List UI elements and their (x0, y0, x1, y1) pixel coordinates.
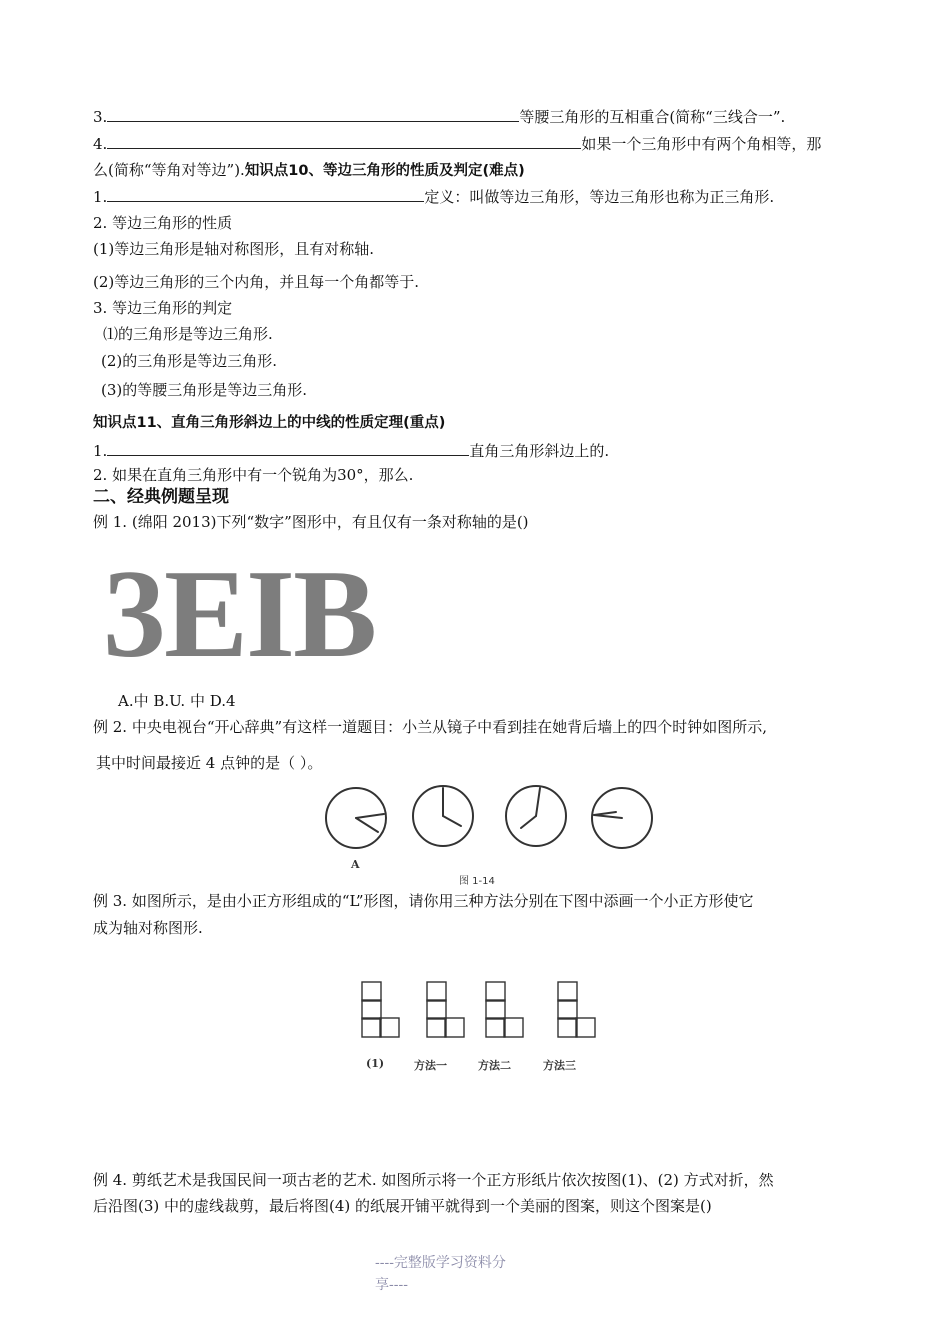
equilateral-definition (93, 187, 774, 207)
footer-line: ----完整版学习资料分 (375, 1255, 506, 1271)
example-2-question: 例 2. 中央电视台“开心辞典”有这样一道题目：小兰从镜子中看到挂在她背后墙上的四个时钟如图所示, (93, 718, 767, 736)
figure-label-original: (1) (366, 1057, 385, 1070)
line-text: 直角三角形斜边上的. (469, 442, 610, 460)
example-3-question: 例 3. 如图所示，是由小正方形组成的“L”形图，请你用三种方法分别在下图中添画一个小正方形使它 (93, 892, 754, 910)
item-number: 3. (93, 108, 108, 126)
example-1-question: 例 1. (绵阳 2013)下列“数字”图形中，有且仅有一条对称轴的是() (93, 513, 529, 531)
criterion-1: ⑴的三角形是等边三角形. (103, 325, 273, 343)
criterion-2: (2)的三角形是等边三角形. (101, 352, 278, 370)
item-number: 1. (93, 188, 108, 206)
clock-minute-hand (356, 814, 384, 818)
right-triangle-theorem-2: 2. 如果在直角三角形中有一个锐角为30°，那么. (93, 466, 414, 484)
item-number: 4. (93, 135, 108, 153)
footer (375, 1252, 506, 1296)
item-number: 1. (93, 442, 108, 460)
equilateral-criteria-heading: 3. 等边三角形的判定 (93, 299, 233, 317)
blank-field[interactable] (107, 441, 469, 456)
line-3 (93, 107, 785, 127)
property-2: (2)等边三角形的三个内角，并且每一个角都等于. (93, 273, 420, 291)
clock-minute-hand (594, 815, 622, 818)
example-2-question-continued: 其中时间最接近 4 点钟的是（ ）。 (96, 754, 323, 772)
example-4-question-continued: 后沿图(3) 中的虚线裁剪，最后将图(4) 的纸展开铺平就得到一个美丽的图案，则这个图案是() (93, 1197, 712, 1215)
footer-line: 享---- (375, 1277, 408, 1293)
clock-hour-hand (594, 812, 616, 815)
property-1: (1)等边三角形是轴对称图形，且有对称轴. (93, 240, 375, 258)
clock-hour-hand (443, 816, 461, 826)
clock-hour-hand (356, 818, 378, 832)
knowledge-point-11-heading: 知识点11、直角三角形斜边上的中线的性质定理(重点) (93, 415, 446, 431)
equilateral-properties-heading: 2. 等边三角形的性质 (93, 214, 233, 232)
l-shape-method-3[interactable] (558, 982, 595, 1037)
figure-label-method-1: 方法一 (414, 1059, 447, 1072)
line-text: 如果一个三角形中有两个角相等，那 (581, 135, 822, 153)
digit-figures: 3EIB (103, 545, 376, 684)
l-shape-figures (360, 980, 602, 1040)
line-4 (93, 134, 821, 154)
clock-c[interactable] (506, 786, 566, 846)
line-text: 等腰三角形的互相重合(简称“三线合一”. (519, 108, 786, 126)
knowledge-point-10-heading: 知识点10、等边三角形的性质及判定(难点) (244, 163, 525, 179)
example-4-question: 例 4. 剪纸艺术是我国民间一项古老的艺术. 如图所示将一个正方形纸片依次按图(1)、(2) 方式对折，然 (93, 1171, 774, 1189)
section-heading: 二、经典例题呈现 (93, 487, 229, 507)
clock-d[interactable] (592, 788, 652, 848)
clock-minute-hand (536, 788, 540, 816)
criterion-3: (3)的等腰三角形是等边三角形. (101, 381, 308, 399)
right-triangle-theorem-1 (93, 441, 609, 461)
line-text: 么(简称“等角对等边”). (93, 161, 245, 179)
blank-field[interactable] (107, 107, 519, 122)
line-4-continued (93, 160, 525, 181)
example-3-question-continued: 成为轴对称图形. (93, 919, 203, 937)
clock-a[interactable] (326, 788, 386, 848)
l-shape-method-1[interactable] (427, 982, 464, 1037)
blank-field[interactable] (107, 187, 424, 202)
figure-caption: 图 1-14 (459, 876, 495, 887)
example-1-options: A.中 B.U. 中 D.4 (118, 692, 236, 710)
figure-label-method-3: 方法三 (543, 1059, 576, 1072)
l-shape-original (362, 982, 399, 1037)
clock-hour-hand (521, 816, 536, 828)
clock-b[interactable] (413, 786, 473, 846)
blank-field[interactable] (107, 134, 581, 149)
figure-label-method-2: 方法二 (478, 1059, 511, 1072)
mirror-clocks-figure (316, 782, 662, 854)
l-shape-method-2[interactable] (486, 982, 523, 1037)
line-text: 定义：叫做等边三角形，等边三角形也称为正三角形. (424, 188, 775, 206)
clock-a-label: A (351, 858, 360, 871)
